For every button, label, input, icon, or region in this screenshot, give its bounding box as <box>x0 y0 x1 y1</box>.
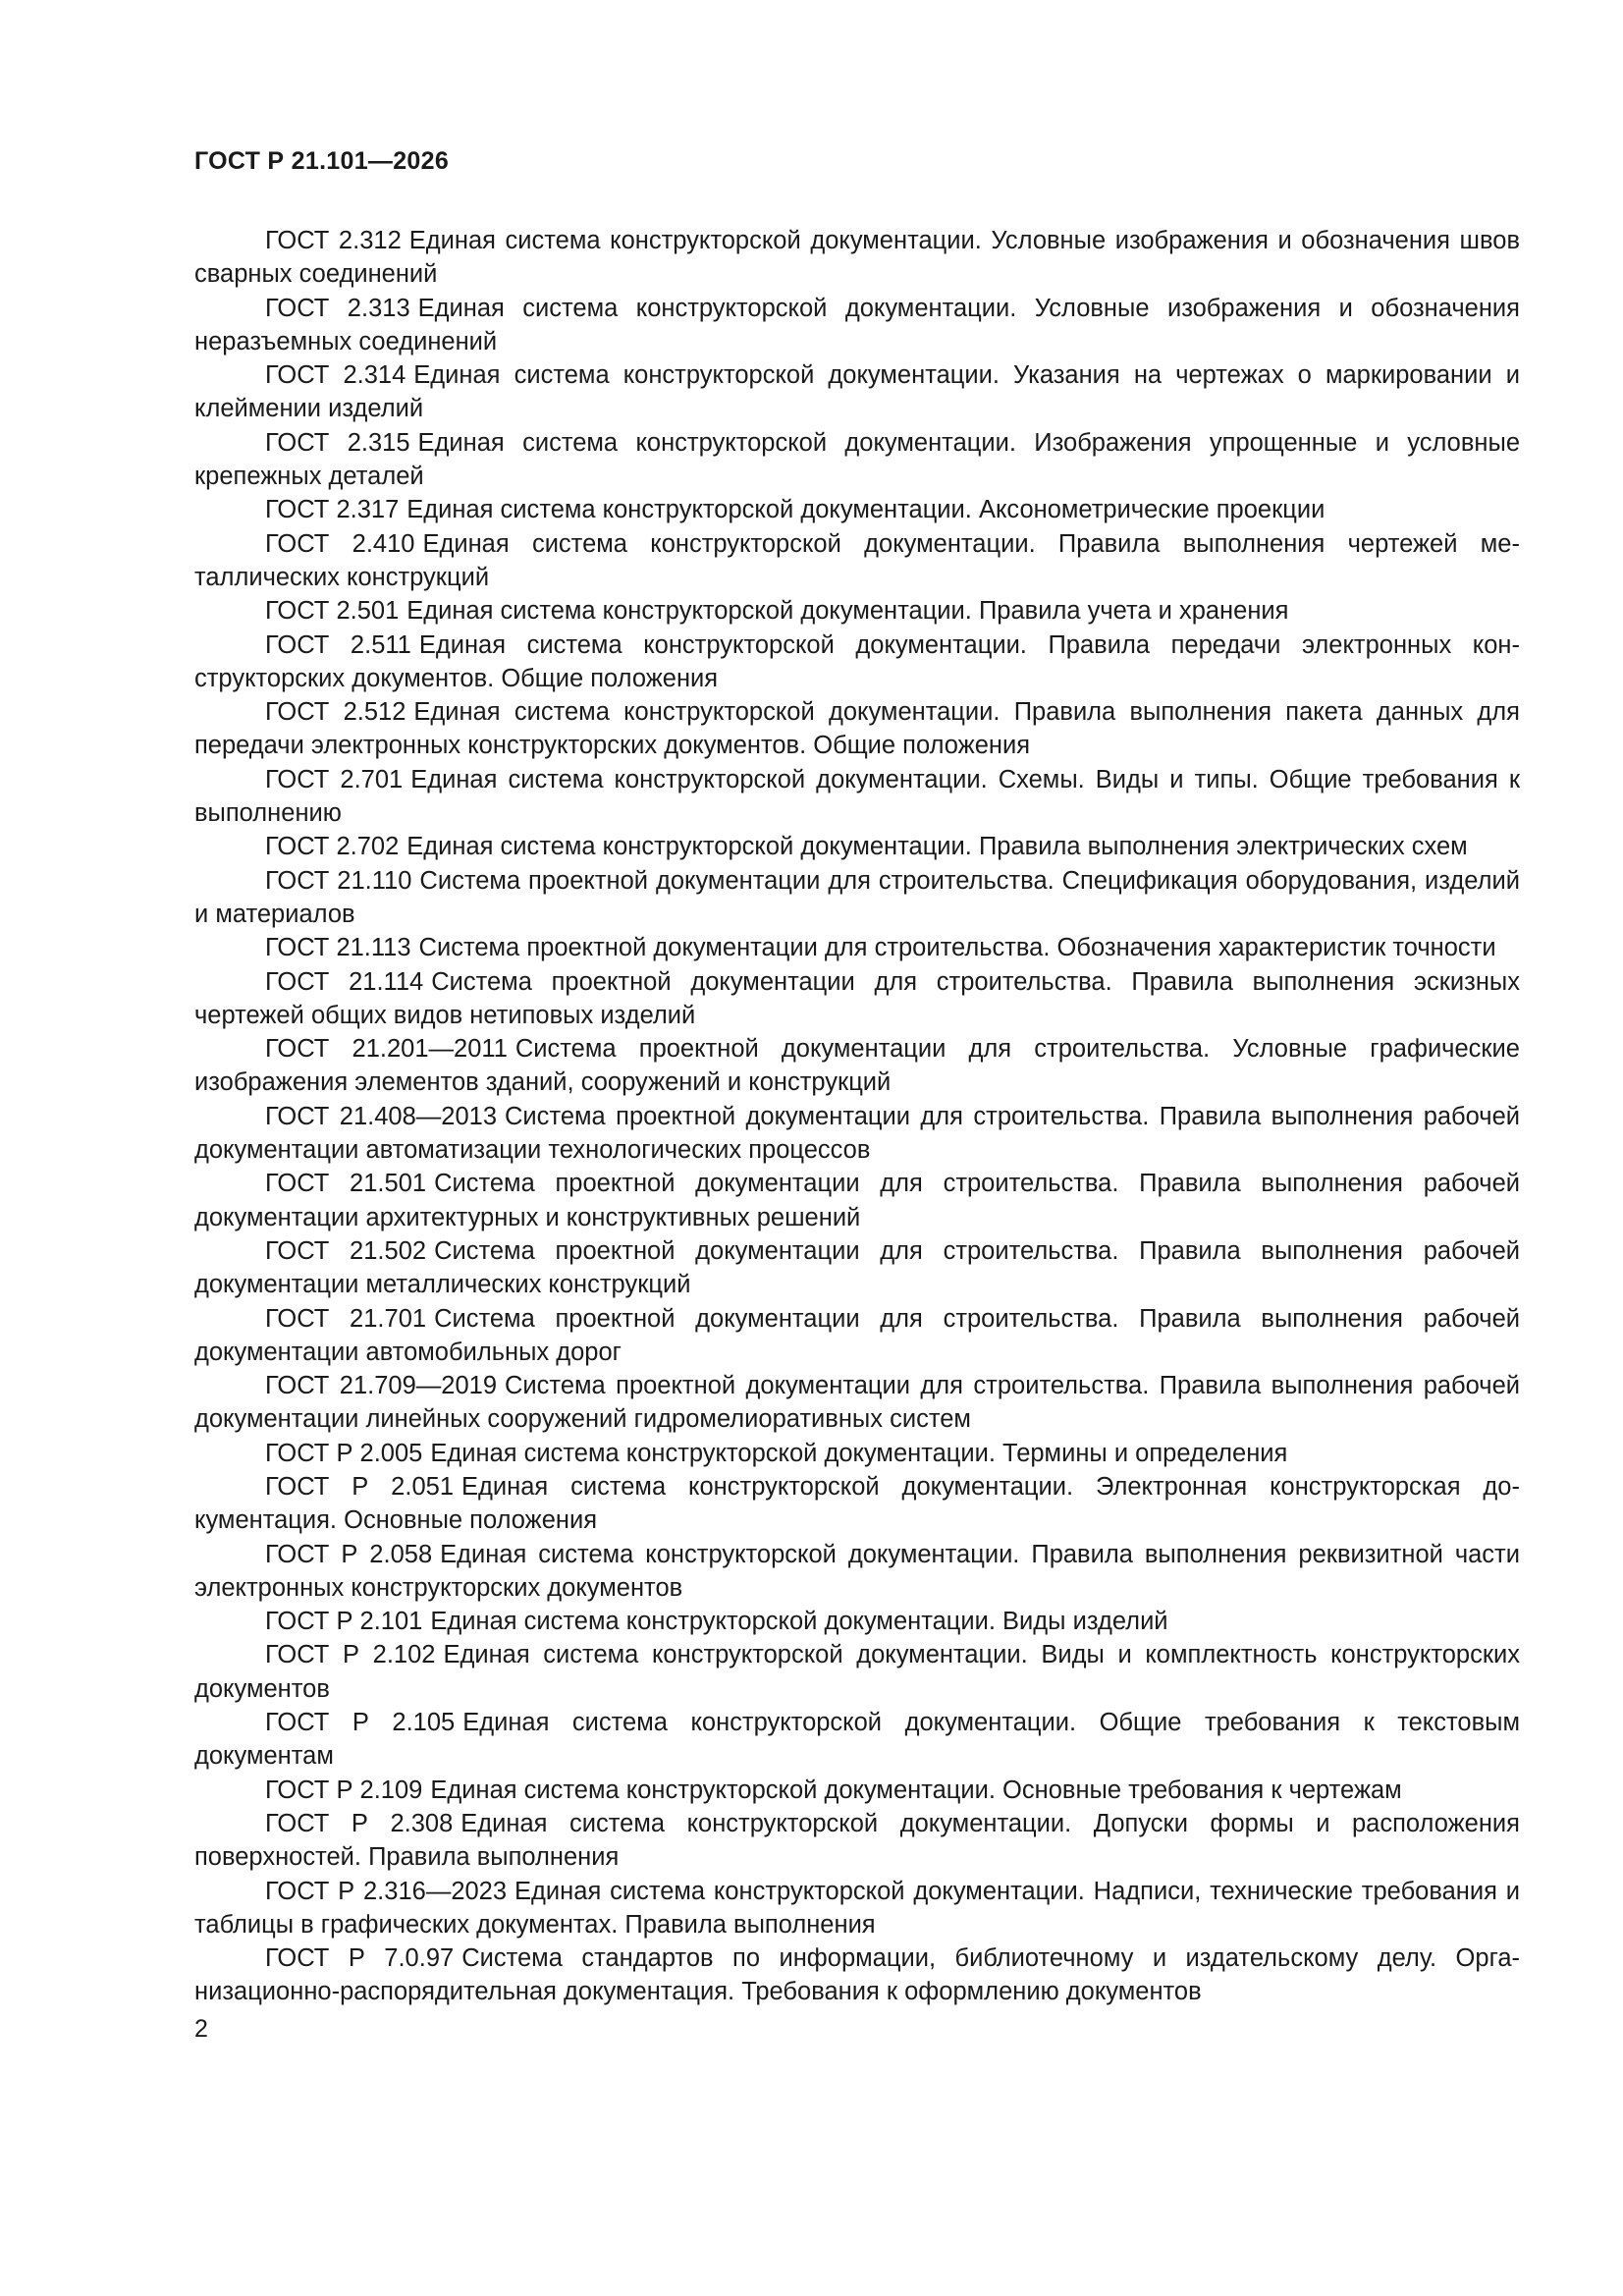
reference-code: ГОСТ 21.114 <box>265 967 424 996</box>
reference-code: ГОСТ 21.113 <box>265 934 411 962</box>
reference-code: ГОСТ 2.512 <box>265 698 406 727</box>
reference-title: Система проектной документации для строительства. Правила выполнения рабочей документации линейных сооружений гидромелиоративных систем <box>194 1372 1520 1434</box>
reference-title: Единая система конструкторской документации. Правила выполнения чертежей металлических конструкций <box>194 529 1520 591</box>
reference-code: ГОСТ 21.201—2011 <box>265 1035 508 1064</box>
reference-item <box>194 1605 1520 1638</box>
reference-code: ГОСТ Р 2.102 <box>265 1641 436 1669</box>
reference-code: ГОСТ 2.315 <box>265 428 410 457</box>
reference-code: ГОСТ 21.502 <box>265 1236 427 1265</box>
reference-code: ГОСТ 2.701 <box>265 765 404 793</box>
reference-item <box>194 358 1520 426</box>
reference-title: Единая система конструкторской документации. Условные изображения и обозначения швов сварных соединений <box>194 227 1520 289</box>
reference-title: Система проектной документации для строительства. Правила выполнения рабочей документации металлических конструкций <box>194 1236 1520 1299</box>
reference-title: Единая система конструкторской документации. Условные изображения и обозначения неразъемных соединений <box>194 294 1520 355</box>
reference-item <box>194 1234 1520 1302</box>
reference-item <box>194 1032 1520 1100</box>
reference-item <box>194 864 1520 932</box>
reference-title: Единая система конструкторской документации. Правила учета и хранения <box>406 597 1289 626</box>
reference-title: Единая система конструкторской документации. Правила выполнения реквизитной части электронных конструкторских документов <box>194 1540 1520 1602</box>
reference-item <box>194 1470 1520 1538</box>
reference-title: Система проектной документации для строительства. Условные графические изображения элементов зданий, сооружений и конструкций <box>194 1035 1520 1097</box>
reference-item <box>194 1302 1520 1370</box>
page-number: 2 <box>194 2015 208 2043</box>
reference-title: Система проектной документации для строительства. Правила выполнения эскизных чертежей общих видов нетиповых изделий <box>194 967 1520 1029</box>
reference-item <box>194 493 1520 526</box>
reference-code: ГОСТ 21.709—2019 <box>265 1372 498 1400</box>
reference-code: ГОСТ Р 2.109 <box>265 1776 423 1804</box>
reference-title: Система проектной документации для строительства. Правила выполнения рабочей документации автоматизации технологических процессов <box>194 1102 1520 1165</box>
document-code-header: ГОСТ Р 21.101—2026 <box>194 147 450 175</box>
reference-item <box>194 1875 1520 1942</box>
reference-item <box>194 426 1520 494</box>
reference-title: Единая система конструкторской документации. Схемы. Виды и типы. Общие требования к выполнению <box>194 765 1520 828</box>
reference-title: Система стандартов по информации, библиотечному и издательскому делу. Организационно-распорядительная документация. Требования к оформлению документов <box>194 1944 1520 2006</box>
reference-title: Единая система конструкторской документации. Допуски формы и расположения поверхностей. Правила выполнения <box>194 1809 1520 1872</box>
reference-item <box>194 629 1520 696</box>
reference-title: Единая система конструкторской документации. Электронная конструкторская документация. Основные положения <box>194 1472 1520 1535</box>
reference-title: Единая система конструкторской документации. Правила передачи электронных конструкторских документов. Общие положения <box>194 630 1520 692</box>
reference-title: Единая система конструкторской документации. Указания на чертежах о маркировании и клеймении изделий <box>194 361 1520 423</box>
reference-item <box>194 1100 1520 1168</box>
reference-item <box>194 1369 1520 1437</box>
reference-item <box>194 224 1520 292</box>
reference-item <box>194 830 1520 863</box>
reference-code: ГОСТ 2.313 <box>265 294 410 322</box>
reference-title: Единая система конструкторской документации. Изображения упрощенные и условные крепежных деталей <box>194 428 1520 491</box>
reference-code: ГОСТ Р 2.101 <box>265 1608 423 1636</box>
reference-code: ГОСТ Р 2.105 <box>265 1709 456 1737</box>
reference-item <box>194 1538 1520 1606</box>
reference-title: Система проектной документации для строительства. Правила выполнения рабочей документации архитектурных и конструктивных решений <box>194 1170 1520 1231</box>
reference-title: Система проектной документации для строительства. Обозначения характеристик точности <box>418 934 1496 962</box>
reference-code: ГОСТ 21.110 <box>265 866 412 895</box>
reference-code: ГОСТ Р 2.308 <box>265 1809 454 1837</box>
reference-code: ГОСТ Р 2.316—2023 <box>265 1877 508 1905</box>
reference-title: Единая система конструкторской документации. Аксонометрические проекции <box>406 496 1325 524</box>
reference-item <box>194 1941 1520 2009</box>
normative-references-list <box>194 224 1520 2009</box>
reference-item <box>194 1167 1520 1234</box>
reference-code: ГОСТ Р 2.058 <box>265 1540 433 1568</box>
reference-code: ГОСТ 2.410 <box>265 529 415 558</box>
reference-title: Единая система конструкторской документации. Надписи, технические требования и таблицы в графических документах. Правила выполнения <box>194 1877 1520 1939</box>
reference-code: ГОСТ 2.317 <box>265 496 400 524</box>
reference-code: ГОСТ 21.701 <box>265 1304 427 1333</box>
reference-item <box>194 1807 1520 1875</box>
reference-title: Единая система конструкторской документации. Основные требования к чертежам <box>430 1776 1402 1804</box>
reference-title: Единая система конструкторской документации. Термины и определения <box>430 1439 1288 1467</box>
reference-item <box>194 931 1520 964</box>
reference-code: ГОСТ Р 2.051 <box>265 1472 454 1501</box>
reference-code: ГОСТ 2.511 <box>265 630 411 659</box>
reference-code: ГОСТ 2.702 <box>265 833 400 861</box>
reference-code: ГОСТ 2.314 <box>265 361 406 390</box>
reference-item <box>194 695 1520 763</box>
reference-code: ГОСТ 2.312 <box>265 227 402 254</box>
reference-title: Система проектной документации для строительства. Спецификация оборудования, изделий и материалов <box>194 866 1520 928</box>
reference-code: ГОСТ Р 2.005 <box>265 1439 423 1467</box>
reference-item <box>194 763 1520 831</box>
reference-item <box>194 292 1520 359</box>
reference-item <box>194 594 1520 628</box>
reference-item <box>194 1706 1520 1774</box>
reference-title: Единая система конструкторской документации. Виды и комплектность конструкторских документов <box>194 1641 1521 1703</box>
reference-code: ГОСТ Р 7.0.97 <box>265 1944 455 1973</box>
reference-item <box>194 527 1520 595</box>
reference-item <box>194 1638 1520 1706</box>
reference-title: Единая система конструкторской документации. Виды изделий <box>430 1608 1168 1636</box>
reference-item <box>194 1437 1520 1470</box>
reference-title: Единая система конструкторской документации. Правила выполнения электрических схем <box>406 833 1468 861</box>
reference-item <box>194 1774 1520 1807</box>
reference-item <box>194 965 1520 1033</box>
reference-title: Система проектной документации для строительства. Правила выполнения рабочей документации автомобильных дорог <box>194 1304 1520 1366</box>
reference-code: ГОСТ 2.501 <box>265 597 400 626</box>
reference-title: Единая система конструкторской документации. Правила выполнения пакета данных для передачи электронных конструкторских документов. Общие положения <box>194 698 1520 760</box>
reference-title: Единая система конструкторской документации. Общие требования к текстовым документам <box>194 1709 1520 1771</box>
reference-code: ГОСТ 21.501 <box>265 1170 427 1198</box>
reference-code: ГОСТ 21.408—2013 <box>265 1102 498 1130</box>
